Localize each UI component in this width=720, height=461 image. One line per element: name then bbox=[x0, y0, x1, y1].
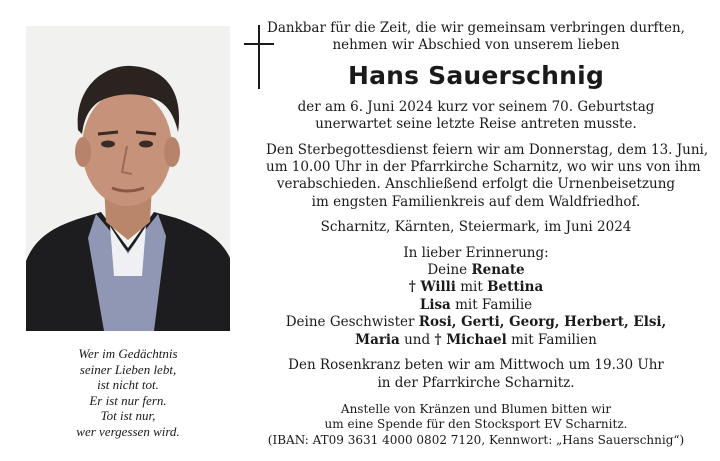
rosary-line: in der Pfarrkirche Scharnitz. bbox=[377, 374, 575, 391]
rosary-line: Den Rosenkranz beten wir am Mittwoch um 19.30 Uhr bbox=[288, 357, 664, 374]
donation-line: (IBAN: AT09 3631 4000 0802 7120, Kennwort: „Hans Sauerschnig“) bbox=[267, 432, 685, 447]
deceased-name: Hans Sauerschnig bbox=[347, 60, 605, 90]
death-notice-line: der am 6. Juni 2024 kurz vor seinem 70. Geburtstag bbox=[297, 98, 655, 115]
mourner-line bbox=[266, 262, 686, 279]
mourner-text: Deine Geschwister bbox=[285, 314, 419, 331]
verse-line: Tot ist nur, bbox=[100, 408, 156, 424]
service-line: verabschieden. Anschließend erfolgt die Urnenbeisetzung bbox=[276, 176, 676, 193]
mourner-text: mit Familie bbox=[450, 296, 533, 313]
verse-line: Er ist nur fern. bbox=[89, 392, 167, 408]
donation-line: um eine Spende für den Stocksport EV Scharnitz. bbox=[324, 417, 628, 432]
intro-line: nehmen wir Abschied von unserem lieben bbox=[332, 37, 620, 54]
intro-line: Dankbar für die Zeit, die wir gemeinsam verbringen durften, bbox=[267, 20, 685, 36]
mourner-name: † Willi bbox=[408, 279, 456, 296]
verse-line: ist nicht tot. bbox=[97, 377, 159, 393]
mourner-name: Renate bbox=[471, 262, 525, 279]
mourner-line bbox=[266, 314, 686, 331]
mourner-line bbox=[266, 332, 686, 349]
mourner-name: Rosi, Gerti, Georg, Herbert, Elsi, bbox=[418, 314, 667, 331]
verse-line: wer vergessen wird. bbox=[76, 423, 180, 439]
service-line: um 10.00 Uhr in der Pfarrkirche Scharnitz, wo wir uns von ihm bbox=[266, 159, 701, 176]
mourner-name: Lisa bbox=[419, 296, 451, 313]
mourner-text: und bbox=[399, 331, 435, 348]
mourner-text: Deine bbox=[427, 262, 472, 279]
mourner-text: mit Familien bbox=[506, 331, 597, 348]
mourner-name: Bettina bbox=[487, 279, 544, 296]
place-date: Scharnitz, Kärnten, Steiermark, im Juni 2024 bbox=[320, 219, 632, 236]
service-line: Den Sterbegottesdienst feiern wir am Donnerstag, dem 13. Juni, bbox=[266, 141, 709, 158]
donation-line: Anstelle von Kränzen und Blumen bitten wir bbox=[340, 401, 612, 416]
death-notice-line: unerwartet seine letzte Reise antreten musste. bbox=[315, 116, 637, 133]
mourner-line bbox=[266, 297, 686, 314]
mourner-line bbox=[266, 279, 686, 296]
obituary-text bbox=[266, 20, 709, 448]
mourner-name: † Michael bbox=[434, 331, 507, 348]
memorial-verse bbox=[26, 346, 230, 440]
verse-line: Wer im Gedächtnis bbox=[78, 346, 178, 361]
memory-heading: In lieber Erinnerung: bbox=[403, 244, 549, 261]
mourner-name: Maria bbox=[355, 331, 400, 348]
portrait-photo bbox=[26, 26, 230, 331]
mourner-text: mit bbox=[455, 279, 488, 296]
service-line: im engsten Familienkreis auf dem Waldfriedhof. bbox=[311, 193, 641, 210]
verse-line: seiner Lieben lebt, bbox=[79, 361, 177, 377]
